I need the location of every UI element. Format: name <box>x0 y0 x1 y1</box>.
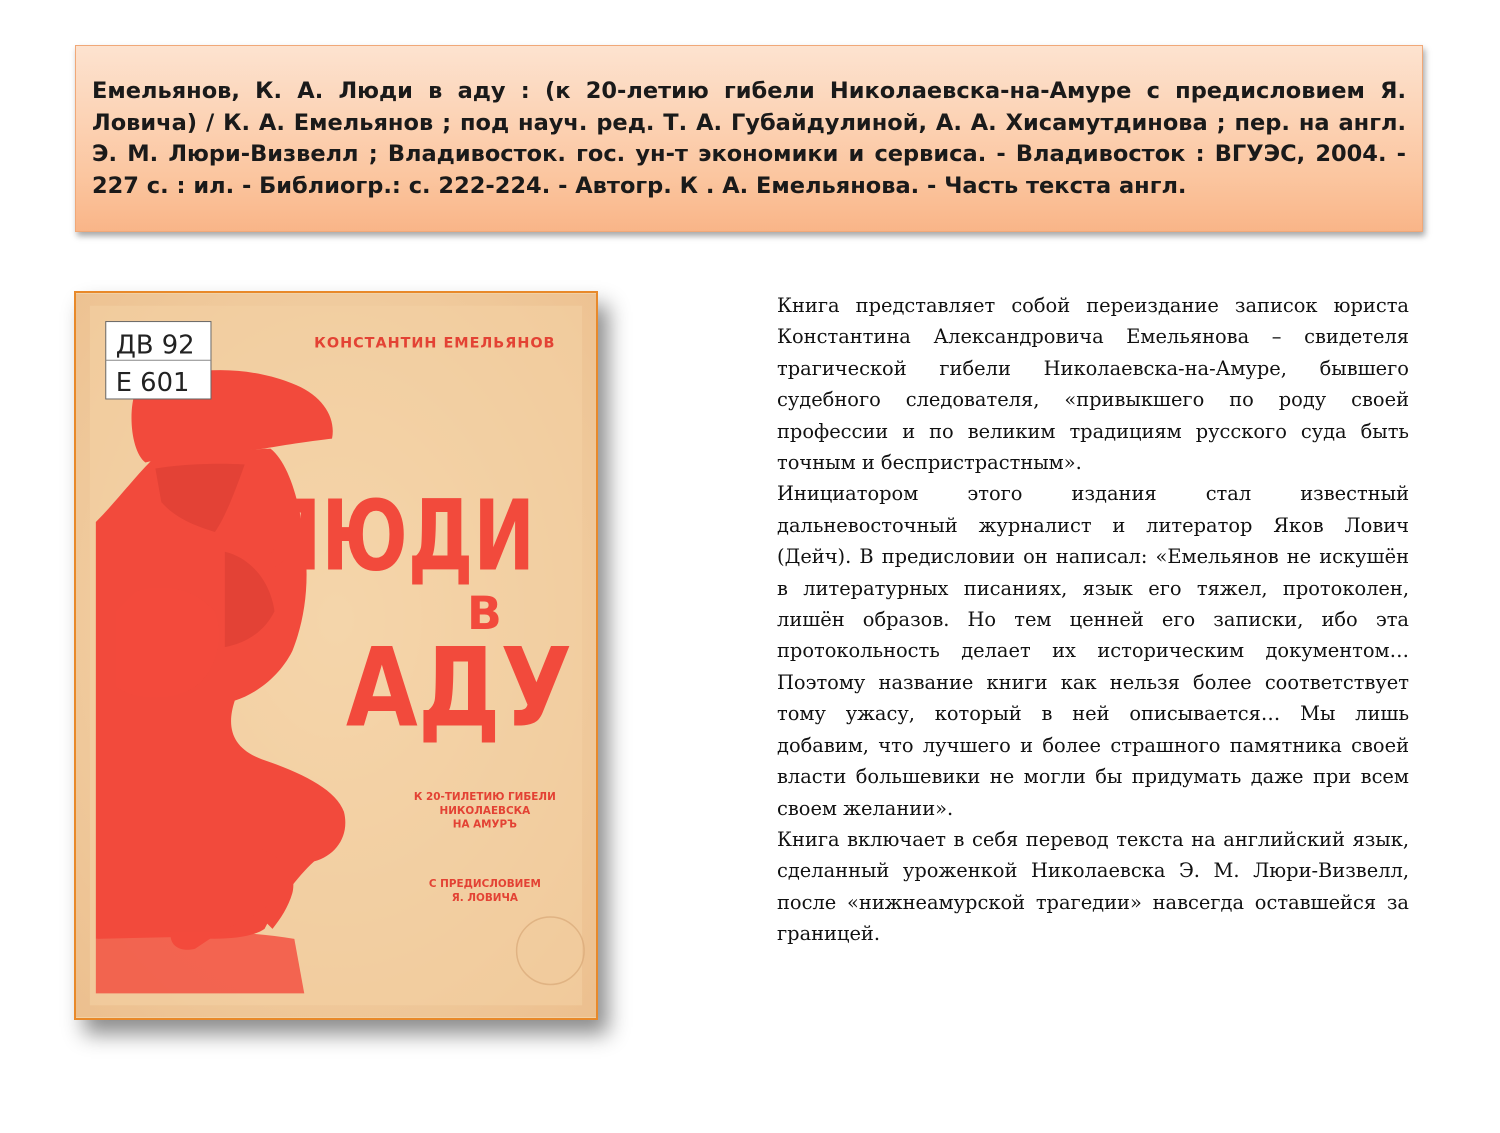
cover-subtitle-line-2: НИКОЛАЕВСКА <box>439 804 531 817</box>
cover-author: КОНСТАНТИН ЕМЕЛЬЯНОВ <box>314 335 556 352</box>
shelfmark-line-1: ДВ 92 <box>115 330 195 361</box>
library-shelfmark-label <box>106 322 211 399</box>
cover-title-line-3: АДУ <box>345 624 573 752</box>
book-cover-illustration <box>76 293 596 1018</box>
book-description <box>777 290 1409 950</box>
description-paragraph: Книга представляет собой переиздание записок юриста Константина Александровича Емельянова – свидетеля трагической гибели Николаевска-на-Амуре, бывшего судебного следователя, «привыкшего по роду своей профессии и по великим традициям русского суда быть точным и беспристрастным». <box>777 294 1409 475</box>
cover-preface-line-2: Я. ЛОВИЧА <box>451 892 518 905</box>
book-cover-image <box>74 291 598 1020</box>
cover-title-line-2: В <box>466 587 502 641</box>
description-paragraph: Книга включает в себя перевод текста на английский язык, сделанный уроженкой Николаевска Э. М. Люри-Визвелл, после «нижнеамурской трагедии» навсегда оставшейся за границей. <box>777 827 1409 946</box>
bibliographic-citation: Емельянов, К. А. Люди в аду : (к 20-летию гибели Николаевска-на-Амуре с предисловием Я. Ловича) / К. А. Емельянов ; под науч. ред. Т. А. Губайдулиной, А. А. Хисамутдинова ; пер. на англ. Э. М. Люри-Визвелл ; Владивосток. гос. ун-т экономики и сервиса. - Владивосток : ВГУЭС, 2004. - 227 с. : ил. - Библиогр.: с. 222-224. - Автогр. К . А. Емельянова. - Часть текста англ. <box>92 78 1406 199</box>
cover-title-line-1: ЛЮДИ <box>260 479 536 594</box>
cover-subtitle-line-3: НА АМУРЪ <box>452 818 517 831</box>
description-paragraph: Инициатором этого издания стал известный дальневосточный журналист и литератор Яков Лович (Дейч). В предисловии он написал: «Емельянов не искушён в литературных писаниях, язык его тяжел, протоколен, лишён образов. Но тем ценней его записки, ибо эта протокольность делает их историческим документом… Поэтому название книги как нельзя более соответствует тому ужасу, который в ней описывается… Мы лишь добавим, что лучшего и более страшного памятника своей власти большевики не могли бы придумать даже при всем своем желании». <box>777 482 1409 820</box>
cover-preface-line-1: С ПРЕДИСЛОВИЕМ <box>428 878 541 891</box>
shelfmark-line-2: Е 601 <box>115 368 190 399</box>
cover-ground <box>96 931 304 993</box>
citation-box <box>75 45 1423 232</box>
cover-subtitle-line-1: К 20-ТИЛЕТИЮ ГИБЕЛИ <box>413 790 556 803</box>
